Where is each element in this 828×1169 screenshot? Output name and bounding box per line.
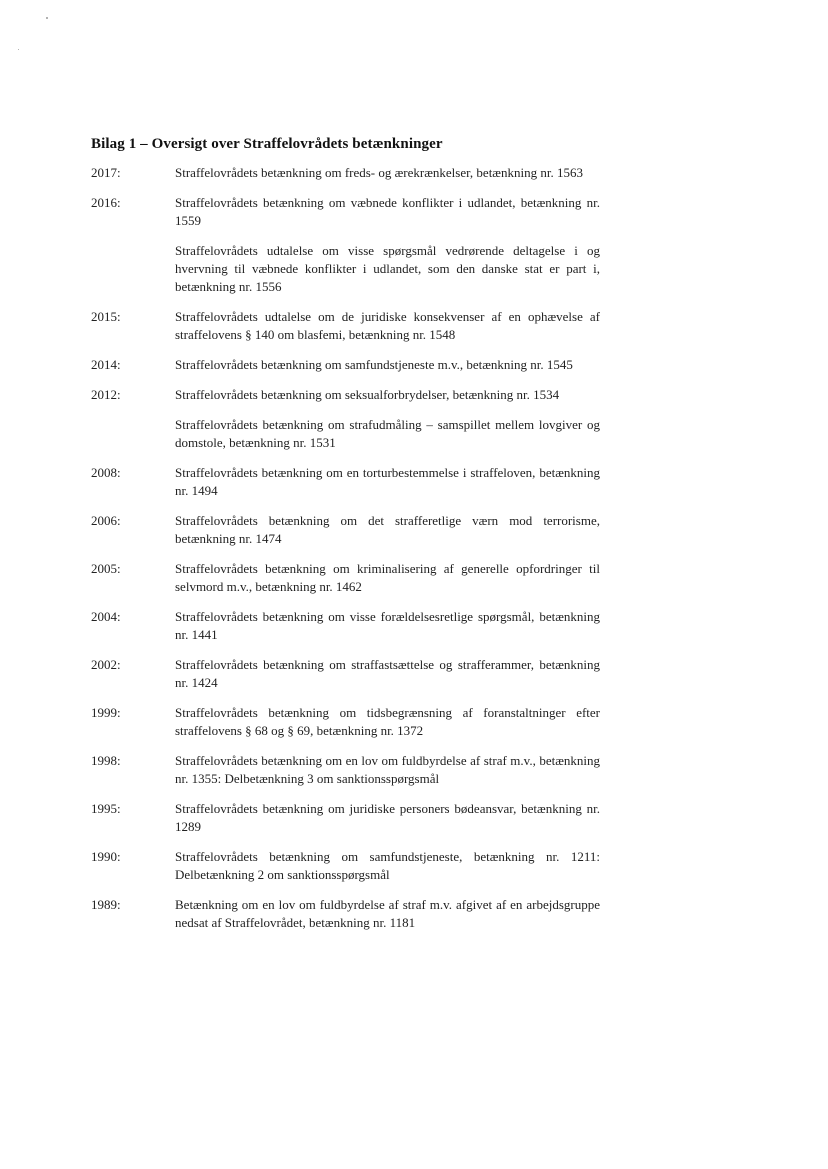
report-reference: Straffelovrådets betænkning om en lov om fuldbyrdelse af straf m.v., betænkning nr. 1355: Delbetænkning 3 om sanktionsspørgsmål [175, 753, 600, 786]
report-reference: Straffelovrådets betænkning om samfundstjeneste m.v., betænkning nr. 1545 [175, 357, 573, 372]
scan-speck [18, 49, 19, 50]
report-reference: Straffelovrådets betænkning om juridiske personers bødeansvar, betænkning nr. 1289 [175, 801, 600, 834]
entry-row [0, 386, 828, 452]
report-reference: Straffelovrådets betænkning om freds- og ærekrænkelser, betænkning nr. 1563 [175, 165, 583, 180]
entry-year: 2005: [91, 561, 121, 576]
entry-row [0, 164, 828, 182]
report-reference: Straffelovrådets betænkning om det strafferetlige værn mod terrorisme, betænkning nr. 1474 [175, 513, 600, 546]
entry-row [0, 704, 828, 740]
entry-year: 2004: [91, 609, 121, 624]
entry-row [0, 848, 828, 884]
report-reference: Betænkning om en lov om fuldbyrdelse af straf m.v. afgivet af en arbejdsgruppe nedsat af Straffelovrådet, betænkning nr. 1181 [175, 897, 600, 930]
page-title: Bilag 1 – Oversigt over Straffelovrådets betænkninger [91, 136, 443, 152]
report-reference: Straffelovrådets udtalelse om de juridiske konsekvenser af en ophævelse af straffelovens § 140 om blasfemi, betænkning nr. 1548 [175, 309, 600, 342]
report-reference: Straffelovrådets betænkning om tidsbegrænsning af foranstaltninger efter straffelovens § 68 og § 69, betænkning nr. 1372 [175, 705, 600, 738]
entry-row [0, 356, 828, 374]
entry-row [0, 656, 828, 692]
report-reference: Straffelovrådets betænkning om visse forældelsesretlige spørgsmål, betænkning nr. 1441 [175, 609, 600, 642]
entry-year: 1998: [91, 753, 121, 768]
report-reference: Straffelovrådets betænkning om kriminalisering af generelle opfordringer til selvmord m.v., betænkning nr. 1462 [175, 561, 600, 594]
entry-row [0, 560, 828, 596]
entry-items [175, 386, 600, 452]
entry-items [175, 356, 600, 374]
entry-year: 2002: [91, 657, 121, 672]
entry-year: 1990: [91, 849, 121, 864]
entry-items [175, 464, 600, 500]
entry-items [175, 656, 600, 692]
entry-items [175, 560, 600, 596]
entry-items [175, 608, 600, 644]
entry-row [0, 512, 828, 548]
entry-row [0, 608, 828, 644]
entry-row [0, 194, 828, 296]
entry-row [0, 896, 828, 932]
entry-year: 1999: [91, 705, 121, 720]
entry-year: 2006: [91, 513, 121, 528]
entry-items [175, 308, 600, 344]
report-reference: Straffelovrådets betænkning om væbnede konflikter i udlandet, betænkning nr. 1559 [175, 195, 600, 228]
entry-items [175, 704, 600, 740]
report-reference: Straffelovrådets udtalelse om visse spørgsmål vedrørende deltagelse i og hvervning til væbnede konflikter i udlandet, som den danske stat er part i, betænkning nr. 1556 [175, 243, 600, 294]
entry-year: 2014: [91, 357, 121, 372]
entry-items [175, 848, 600, 884]
entry-year: 2016: [91, 195, 121, 210]
entry-year: 1995: [91, 801, 121, 816]
entry-items [175, 896, 600, 932]
entry-items [175, 194, 600, 296]
entry-row [0, 800, 828, 836]
entry-row [0, 308, 828, 344]
entry-year: 2015: [91, 309, 121, 324]
report-reference: Straffelovrådets betænkning om straffastsættelse og strafferammer, betænkning nr. 1424 [175, 657, 600, 690]
report-reference: Straffelovrådets betænkning om samfundstjeneste, betænkning nr. 1211: Delbetænkning 2 om sanktionsspørgsmål [175, 849, 600, 882]
entry-row [0, 752, 828, 788]
report-reference: Straffelovrådets betænkning om seksualforbrydelser, betænkning nr. 1534 [175, 387, 560, 402]
entry-items [175, 164, 600, 182]
scan-speck [46, 17, 48, 19]
entry-year: 2017: [91, 165, 121, 180]
entry-items [175, 512, 600, 548]
entry-year: 1989: [91, 897, 121, 912]
report-reference: Straffelovrådets betænkning om strafudmåling – samspillet mellem lovgiver og domstole, betænkning nr. 1531 [175, 417, 600, 450]
entry-year: 2008: [91, 465, 121, 480]
entry-items [175, 800, 600, 836]
entry-row [0, 464, 828, 500]
report-reference: Straffelovrådets betænkning om en torturbestemmelse i straffeloven, betænkning nr. 1494 [175, 465, 600, 498]
entry-year: 2012: [91, 387, 121, 402]
report-list [0, 164, 828, 944]
entry-items [175, 752, 600, 788]
